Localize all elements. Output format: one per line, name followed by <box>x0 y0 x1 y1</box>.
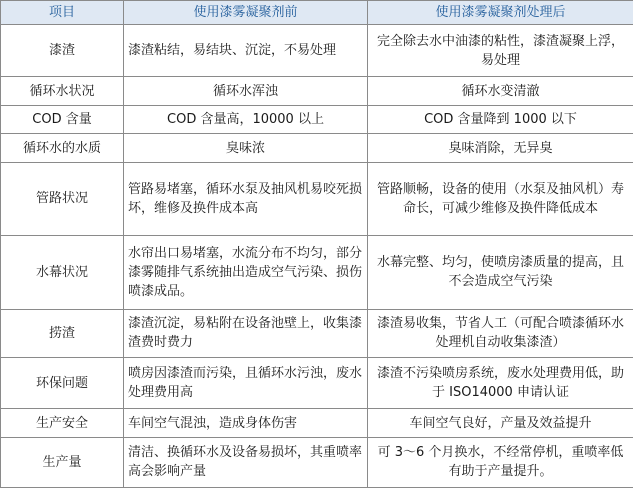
header-item: 项目 <box>1 1 124 25</box>
table-row <box>1 358 633 409</box>
row-item: COD 含量 <box>1 105 124 133</box>
header-after: 使用漆雾凝聚剂处理后 <box>368 1 633 25</box>
row-before: 管路易堵塞，循环水泵及抽风机易咬死损坏，维修及换件成本高 <box>124 163 368 235</box>
row-after: 漆渣易收集，节省人工（可配合喷漆循环水处理机自动收集漆渣） <box>368 309 633 357</box>
row-before: 漆渣粘结，易结块、沉淀，不易处理 <box>124 25 368 77</box>
row-before: COD 含量高，10000 以上 <box>124 105 368 133</box>
table-row <box>1 409 633 437</box>
table-row <box>1 163 633 235</box>
row-item: 生产安全 <box>1 409 124 437</box>
table-row <box>1 437 633 487</box>
row-after: 臭味消除，无异臭 <box>368 133 633 162</box>
row-before: 水帘出口易堵塞，水流分布不均匀，部分漆雾随排气系统抽出造成空气污染、损伤喷漆成品。 <box>124 235 368 309</box>
row-after: 管路顺畅，设备的使用（水泵及抽风机）寿命长，可减少维修及换件降低成本 <box>368 163 633 235</box>
row-item: 捞渣 <box>1 309 124 357</box>
row-after: 循环水变清澈 <box>368 77 633 105</box>
row-item: 环保问题 <box>1 358 124 409</box>
row-after: 完全除去水中油漆的粘性，漆渣凝聚上浮，易处理 <box>368 25 633 77</box>
row-item: 管路状况 <box>1 163 124 235</box>
row-before: 循环水浑浊 <box>124 77 368 105</box>
row-after: 车间空气良好，产量及效益提升 <box>368 409 633 437</box>
row-item: 循环水状况 <box>1 77 124 105</box>
header-row <box>1 1 633 25</box>
row-after: 水幕完整、均匀，使喷房漆质量的提高，且不会造成空气污染 <box>368 235 633 309</box>
row-before: 清洁、换循环水及设备易损坏，其重喷率高会影响产量 <box>124 437 368 487</box>
row-after: 可 3～6 个月换水，不经常停机，重喷率低有助于产量提升。 <box>368 437 633 487</box>
row-after: COD 含量降到 1000 以下 <box>368 105 633 133</box>
table-row <box>1 105 633 133</box>
row-after: 漆渣不污染喷房系统，废水处理费用低，助于 ISO14000 申请认证 <box>368 358 633 409</box>
table-row <box>1 309 633 357</box>
row-item: 漆渣 <box>1 25 124 77</box>
row-before: 漆渣沉淀，易粘附在设备池壁上，收集漆渣费时费力 <box>124 309 368 357</box>
row-before: 喷房因漆渣而污染，且循环水污浊，废水处理费用高 <box>124 358 368 409</box>
row-item: 水幕状况 <box>1 235 124 309</box>
row-before: 臭味浓 <box>124 133 368 162</box>
table-row <box>1 25 633 77</box>
header-before: 使用漆雾凝聚剂前 <box>124 1 368 25</box>
table-row <box>1 77 633 105</box>
row-item: 循环水的水质 <box>1 133 124 162</box>
table-row <box>1 235 633 309</box>
row-item: 生产量 <box>1 437 124 487</box>
row-before: 车间空气混浊，造成身体伤害 <box>124 409 368 437</box>
table-row <box>1 133 633 162</box>
